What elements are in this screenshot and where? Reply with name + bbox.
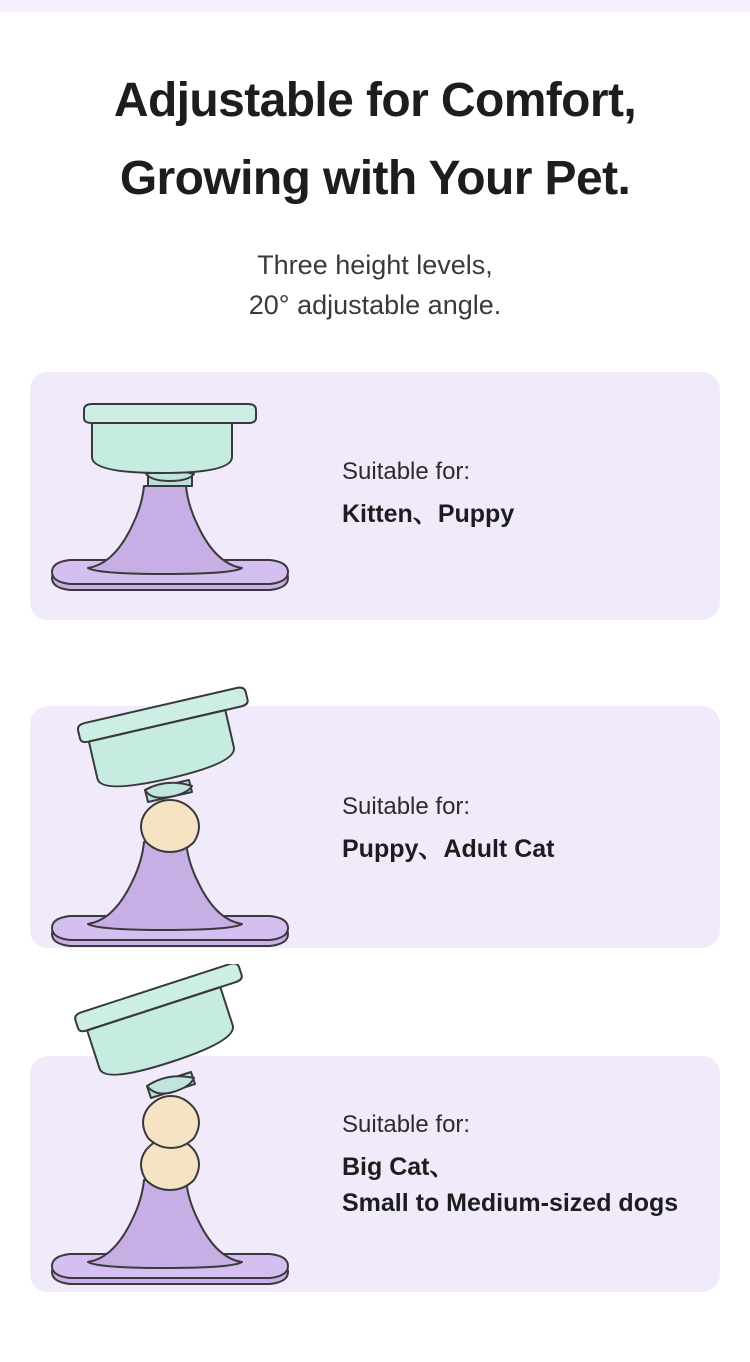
suitable-for-label-1: Suitable for: xyxy=(342,458,471,485)
feature-label-level-2 xyxy=(342,790,555,867)
suitable-pets-2: Puppy、Adult Cat xyxy=(342,834,555,863)
top-accent-band xyxy=(0,0,750,12)
suitable-pets-1: Kitten、Puppy xyxy=(342,499,515,528)
suitable-pets-3-line-2: Small to Medium-sized dogs xyxy=(342,1189,679,1218)
bowl-stand-high-tilted-icon xyxy=(34,964,334,1299)
bowl-stand-low-icon xyxy=(34,382,334,607)
suitable-pets-3-line-1: Big Cat、 xyxy=(342,1152,455,1181)
bowl-stand-medium-tilted-icon xyxy=(34,686,334,961)
suitable-for-label-2: Suitable for: xyxy=(342,793,471,820)
page-subtitle xyxy=(0,246,750,326)
suitable-for-label-3: Suitable for: xyxy=(342,1111,471,1138)
page-title-line-1: Adjustable for Comfort, xyxy=(113,74,637,127)
page-subtitle-line-2: 20° adjustable angle. xyxy=(248,289,502,320)
page-title xyxy=(0,62,750,218)
feature-label-level-3 xyxy=(342,1108,678,1221)
page-title-line-2: Growing with Your Pet. xyxy=(119,151,631,205)
page-subtitle-line-1: Three height levels, xyxy=(257,250,493,280)
feature-label-level-1 xyxy=(342,455,514,532)
